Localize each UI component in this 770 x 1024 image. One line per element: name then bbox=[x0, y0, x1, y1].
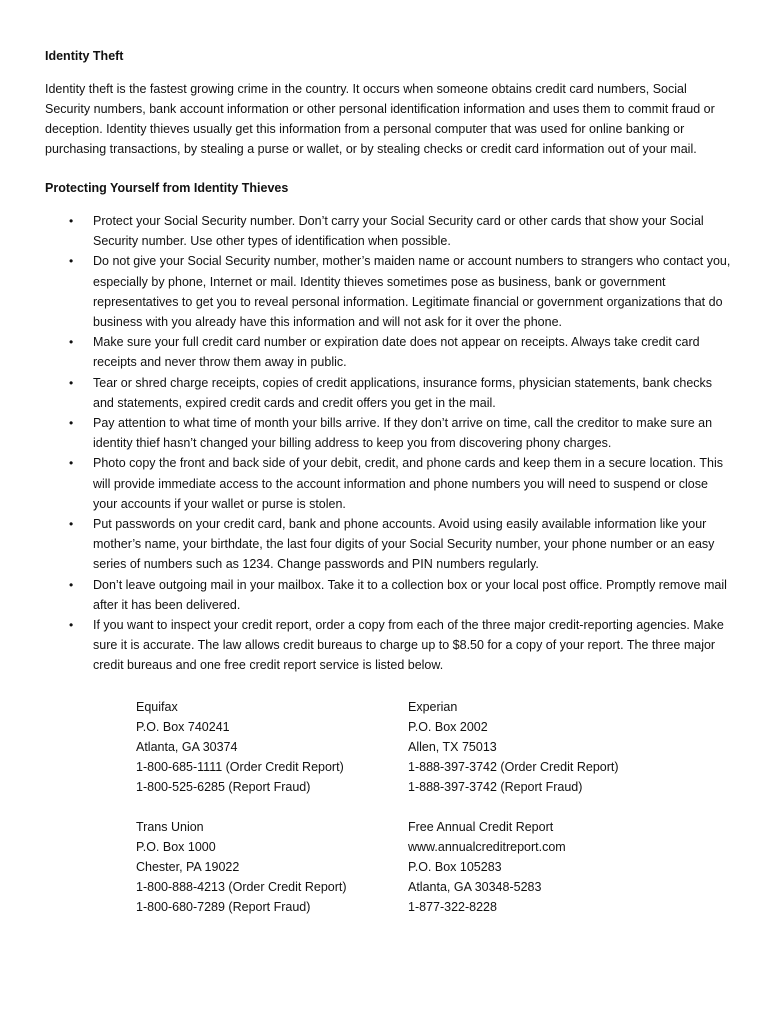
list-item bbox=[0, 373, 733, 413]
agency-name: Free Annual Credit Report bbox=[408, 820, 554, 834]
bullet-icon: • bbox=[69, 456, 74, 471]
agency-name: Experian bbox=[408, 700, 458, 714]
list-item-text: Put passwords on your credit card, bank and phone accounts. Avoid using easily available information like your mother’s name, your birthdate, the last four digits of your Social Security number, your phone number or an easy series of numbers such as 1234. Change passwords and PIN numbers regularly. bbox=[93, 517, 715, 572]
bullet-icon: • bbox=[69, 577, 74, 592]
intro-paragraph: Identity theft is the fastest growing crime in the country. It occurs when someone obtains credit card numbers, Social Security numbers, bank account information or other personal identification information and uses them to commit fraud or deception. Identity thieves usually get this information from a personal computer that was used for online banking or purchasing transactions, by stealing a purse or wallet, or by stealing checks or credit card information out of your mail. bbox=[45, 82, 715, 156]
agency-name: Equifax bbox=[136, 700, 178, 714]
agency-name: Trans Union bbox=[136, 820, 204, 834]
agency-phone: 1-877-322-8228 bbox=[408, 900, 497, 914]
agency-address: P.O. Box 105283 bbox=[408, 860, 502, 874]
list-item-text: Tear or shred charge receipts, copies of credit applications, insurance forms, physician statements, bank checks and statements, expired credit cards and credit offers you get in the mail. bbox=[93, 375, 713, 410]
agency-phone-order: 1-888-397-3742 (Order Credit Report) bbox=[408, 760, 619, 774]
protection-tips-list bbox=[0, 211, 733, 676]
agency-address: P.O. Box 1000 bbox=[136, 840, 216, 854]
list-item bbox=[0, 332, 733, 372]
list-item-text: Make sure your full credit card number or expiration date does not appear on receipts. Always take credit card receipts and never throw them away in public. bbox=[93, 335, 700, 370]
agency-phone-fraud: 1-888-397-3742 (Report Fraud) bbox=[408, 780, 583, 794]
bullet-icon: • bbox=[69, 517, 74, 532]
bullet-icon: • bbox=[69, 375, 74, 390]
list-item bbox=[0, 453, 733, 514]
list-item bbox=[0, 413, 733, 453]
bullet-icon: • bbox=[69, 254, 74, 269]
agency-city: Allen, TX 75013 bbox=[408, 740, 497, 754]
agency-phone-fraud: 1-800-680-7289 (Report Fraud) bbox=[136, 900, 311, 914]
agency-phone-order: 1-800-888-4213 (Order Credit Report) bbox=[136, 880, 347, 894]
list-item-text: Don’t leave outgoing mail in your mailbox. Take it to a collection box or your local post office. Promptly remove mail after it has been delivered. bbox=[93, 577, 727, 612]
bullet-icon: • bbox=[69, 335, 74, 350]
agency-phone-order: 1-800-685-1111 (Order Credit Report) bbox=[136, 760, 344, 774]
agency-equifax bbox=[136, 697, 396, 797]
agency-address: P.O. Box 2002 bbox=[408, 720, 488, 734]
agency-city: Atlanta, GA 30374 bbox=[136, 740, 238, 754]
bullet-icon: • bbox=[69, 214, 74, 228]
section-heading-protecting: Protecting Yourself from Identity Thieves bbox=[45, 181, 289, 195]
list-item-text: Photo copy the front and back side of your debit, credit, and phone cards and keep them in a secure location. This will provide immediate access to the account information and phone numbers you will need to suspend or close your accounts if your wallet or purse is stolen. bbox=[93, 456, 724, 511]
page-title: Identity Theft bbox=[45, 49, 124, 63]
agency-address: P.O. Box 740241 bbox=[136, 720, 230, 734]
list-item bbox=[0, 575, 733, 615]
list-item bbox=[0, 211, 733, 251]
agency-website: www.annualcreditreport.com bbox=[408, 840, 566, 854]
agency-trans-union bbox=[136, 817, 396, 917]
list-item bbox=[0, 251, 733, 332]
agency-city: Atlanta, GA 30348-5283 bbox=[408, 880, 542, 894]
agency-phone-fraud: 1-800-525-6285 (Report Fraud) bbox=[136, 780, 311, 794]
list-item-text: If you want to inspect your credit report, order a copy from each of the three major credit-reporting agencies. Make sure it is accurate. The law allows credit bureaus to charge up to $8.50 for a copy of your report. The three major credit bureaus and one free credit report service is listed below. bbox=[93, 618, 724, 673]
list-item bbox=[0, 615, 733, 676]
list-item-text: Protect your Social Security number. Don’t carry your Social Security card or other cards that show your Social Security number. Use other types of identification when possible. bbox=[93, 214, 704, 249]
agency-free-annual-credit-report bbox=[408, 817, 668, 917]
list-item-text: Do not give your Social Security number, mother’s maiden name or account numbers to strangers who contact you, especially by phone, Internet or mail. Identity thieves sometimes pose as business, bank or government representatives to get you to reveal personal information. Legitimate financial or government organizations that do business with you already have this information and will not ask for it over the phone. bbox=[93, 254, 731, 330]
list-item-text: Pay attention to what time of month your bills arrive. If they don’t arrive on time, call the creditor to make sure an identity thief hasn’t changed your billing address to keep you from discovering phony charges. bbox=[93, 416, 713, 451]
agency-experian bbox=[408, 697, 668, 797]
bullet-icon: • bbox=[69, 416, 74, 431]
bullet-icon: • bbox=[69, 618, 74, 633]
agency-city: Chester, PA 19022 bbox=[136, 860, 240, 874]
list-item bbox=[0, 514, 733, 575]
